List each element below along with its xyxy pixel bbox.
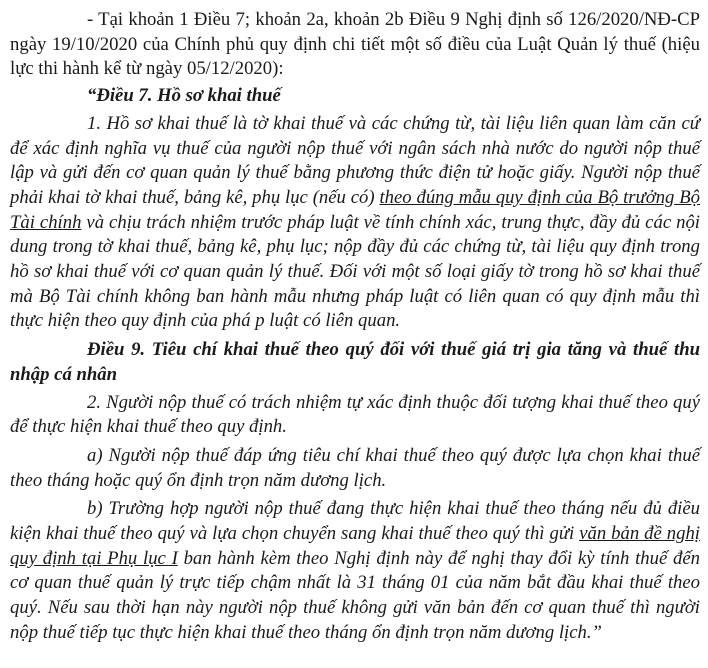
clause-1-text-start: 1. Hồ sơ khai thuế là tờ khai thuế và các chứng từ, tài liệu liên quan làm căn cứ để xác định nghĩa vụ thuế của người nộp thuế với ngân sách nhà nước do người nộp thuế lập và gửi đến cơ quan quản lý thuế bằng phương thức điện tử hoặc giấy. Người nộp thuế phải khai tờ khai thuế, bảng kê, phụ lục (nếu có)	[10, 112, 700, 208]
intro-paragraph: - Tại khoản 1 Điều 7; khoản 2a, khoản 2b Điều 9 Nghị định số 126/2020/NĐ-CP ngày 19/10/2020 của Chính phủ quy định chi tiết một số điều của Luật Quản lý thuế (hiệu lực thi hành kể từ ngày 05/12/2020):	[10, 9, 700, 80]
article-7-heading: “Điều 7. Hồ sơ khai thuế	[87, 85, 281, 107]
clause-2b-text-end: ban hành kèm theo Nghị định này để nghị thay đổi kỳ tính thuế đến cơ quan thuế quản lý trực tiếp chậm nhất là 31 tháng 01 của năm bắt đầu khai thuế theo quý. Nếu sau thời hạn này người nộp thuế không gửi văn bản đến cơ quan thuế thì người nộp thuế tiếp tục thực hiện khai thuế theo tháng ổn định trọn năm dương lịch.”	[10, 547, 700, 643]
article-9-clause-2: 2. Người nộp thuế có trách nhiệm tự xác định thuộc đối tượng khai thuế theo quý để thực hiện khai thuế theo quy định.	[10, 391, 700, 438]
clause-1-underlined-reference: theo đúng mẫu quy định của Bộ trưởng Bộ Tài chính	[10, 186, 700, 233]
clause-2b-text-start: b) Trường hợp người nộp thuế đang thực hiện khai thuế theo tháng nếu đủ điều kiện khai thuế theo quý và lựa chọn chuyển sang khai thuế theo quý thì gửi	[10, 498, 700, 545]
clause-2b-underlined-reference: văn bản đề nghị quy định tại Phụ lục I	[10, 523, 701, 569]
clause-1-text-end: và chịu trách nhiệm trước pháp luật về tính chính xác, trung thực, đầy đủ các nội dung trong tờ khai thuế, bảng kê, phụ lục; nộp đầy đủ các chứng từ, tài liệu quy định trong hồ sơ khai thuế với cơ quan quản lý thuế. Đối với một số loại giấy tờ trong hồ sơ khai thuế mà Bộ Tài chính không ban hành mẫu nhưng pháp luật có liên quan có quy định mẫu thì thực hiện theo quy định của phá p luật có liên quan.	[10, 211, 700, 332]
article-9-clause-2a: a) Người nộp thuế đáp ứng tiêu chí khai thuế theo quý được lựa chọn khai thuế theo tháng hoặc quý ổn định trọn năm dương lịch.	[10, 444, 700, 491]
article-9-clause-2b	[10, 497, 700, 645]
article-7-clause-1	[10, 112, 700, 334]
article-9-heading: Điều 9. Tiêu chí khai thuế theo quý đối với thuế giá trị gia tăng và thuế thu nhập cá nhân	[10, 339, 700, 385]
